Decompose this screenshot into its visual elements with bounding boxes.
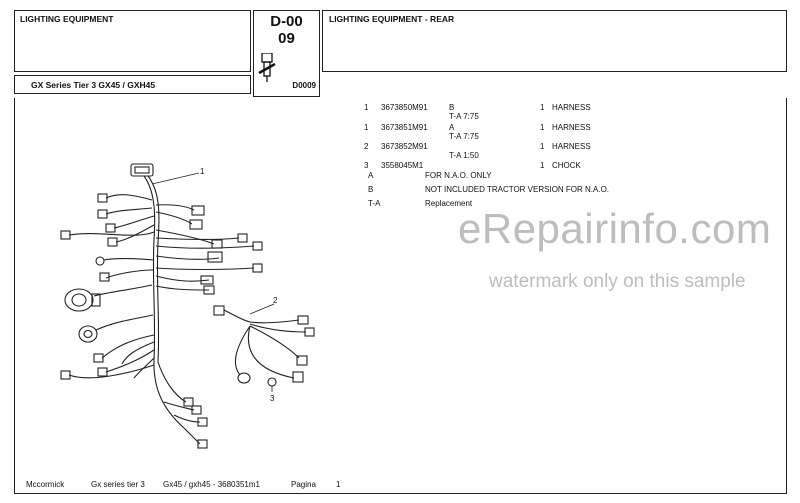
footer-page-label: Pagina — [291, 480, 316, 489]
code-top: D-00 — [270, 13, 303, 30]
harness-diagram — [14, 110, 354, 470]
section-title: LIGHTING EQUIPMENT — [20, 14, 114, 24]
callout-3: 3 — [270, 394, 275, 403]
section-title-box — [14, 10, 251, 72]
model-box — [14, 75, 251, 94]
footer-model-ref: Gx45 / gxh45 - 3680351m1 — [163, 480, 260, 489]
watermark-main: eRepairinfo.com — [458, 205, 772, 252]
figure-code: D0009 — [292, 81, 316, 90]
page-title-box — [322, 10, 787, 72]
model-label: GX Series Tier 3 GX45 / GXH45 — [31, 80, 156, 90]
note-row: B NOT INCLUDED TRACTOR VERSION FOR N.A.O. — [368, 185, 610, 194]
code-box — [253, 10, 320, 97]
callout-1: 1 — [200, 167, 205, 176]
footer-series: Gx series tier 3 — [91, 480, 145, 489]
connector-icon — [258, 53, 276, 83]
callout-2: 2 — [273, 296, 278, 305]
footer-page-number: 1 — [336, 480, 341, 489]
code-bottom: 09 — [278, 30, 295, 47]
chock-part — [268, 378, 276, 386]
footer-brand: Mccormick — [26, 480, 65, 489]
watermark-sub: watermark only on this sample — [489, 271, 746, 292]
note-row: A FOR N.A.O. ONLY — [368, 171, 492, 180]
callout-leader-2 — [250, 304, 274, 314]
note-row: T-A Replacement — [368, 199, 473, 208]
page-title: LIGHTING EQUIPMENT - REAR — [329, 14, 455, 24]
callout-leader-1 — [152, 173, 199, 184]
